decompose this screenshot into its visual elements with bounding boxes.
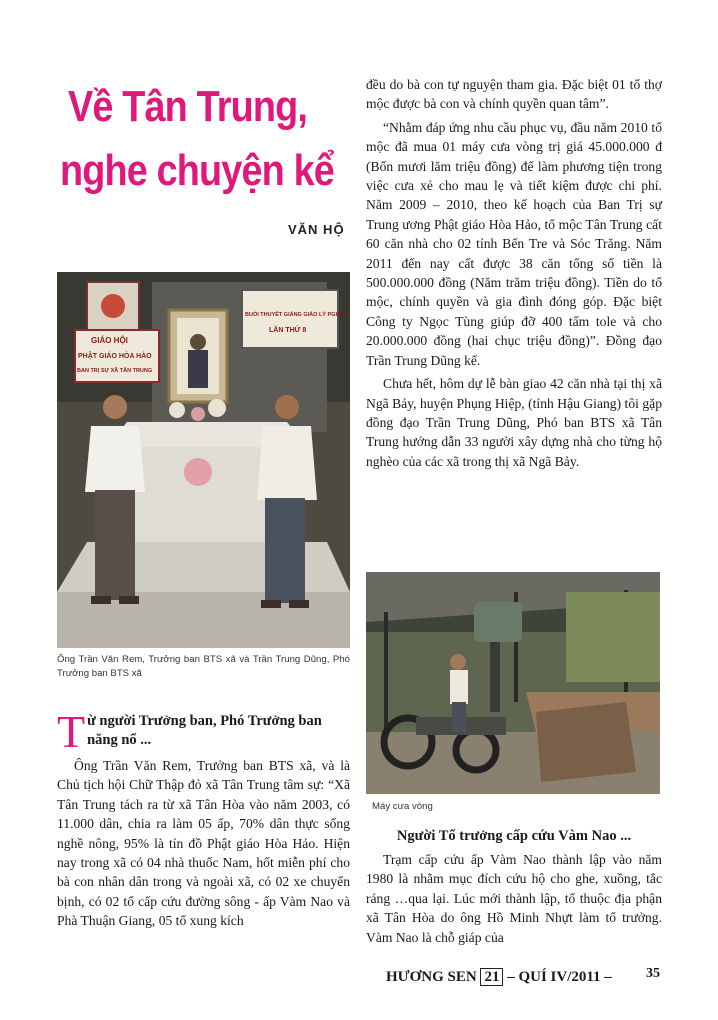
section1-paragraph: Ông Trần Văn Rem, Trưởng ban BTS xã, và là Chủ tịch hội Chữ Thập đỏ xã Tân Trung tâm sự: “Xã Tân Trung tách ra từ xã Tân Hòa vào năm 2003, có 11.000 dân, chia ra làm 05 ấp, 70% dân thực sống nghề nông, 95% là tín đồ Phật giáo Hòa Hảo. Hiện nay trong xã có 04 nhà thuốc Nam, hốt miễn phí cho bà con nhân dân trong và ngoài xã, có 02 xe chuyển bịnh, có 02 tổ cấp cứu đường sông - ấp Vàm Nao và Phà Thuận Giang, 05 tổ xung kích xyxy=(57,758,350,929)
page-number: 35 xyxy=(646,966,660,981)
sign-left-line3: BAN TRỊ SỰ XÃ TÂN TRUNG xyxy=(77,368,153,374)
sign-right-line2: LẦN THỨ 8 xyxy=(269,327,307,334)
right-paragraph-2: “Nhằm đáp ứng nhu cầu phục vụ, đầu năm 2010 tổ mộc đã mua 01 máy cưa vòng trị giá 45.000.000 đ (Bốn mươi lăm triệu đồng) để làm phương tiện trong việc cưa xẻ cho mau lẹ và tiết kiệm được chi phí. Năm 2009 – 2010, theo kế hoạch của Ban Trị sự Trung ương Phật giáo Hòa Hảo, tổ mộc Tân Trung cất 60 căn nhà cho 02 tỉnh Bến Tre và Sóc Trăng. Năm 2011 đến nay cất được 38 căn tổng số tiền là 500.000.000 đồng (Năm trăm triệu đồng). Tiền do tổ mộc, chính quyền và gia đình đóng góp. Đặc biệt Công ty Ngọc Tùng giúp đỡ 400 tấm tole và cho 20.000.000 đồng (hai chục triệu đồng)”. Đồng đạo Trần Trung Dũng kể. xyxy=(366,119,662,368)
section2-paragraph: Trạm cấp cứu ấp Vàm Nao thành lập vào năm 1980 là nhằm mục đích cứu hộ cho ghe, xuồng, tắc ráng …qua lại. Lúc mới thành lập, tổ thuộc địa phận xã Tân Hòa do ông Hồ Minh Nhựt làm tổ trưởng. Vàm Nao là chỗ giáp của xyxy=(366,852,662,945)
section2 xyxy=(366,827,662,947)
photo-band-saw xyxy=(366,572,660,794)
right-paragraph-1: đều do bà con tự nguyện tham gia. Đặc biệt 01 tổ thợ mộc được bà con và chính quyền quan tâm”. xyxy=(366,77,662,112)
footer-magazine xyxy=(386,969,612,986)
right-paragraph-3: Chưa hết, hôm dự lễ bàn giao 42 căn nhà tại thị xã Ngã Bảy, huyện Phụng Hiệp, (tỉnh Hậu Giang) tôi gặp đồng đạo Trần Trung Dũng, Phó ban BTS xã Tân Trung hướng dẫn 33 người xây dựng nhà cho từng hộ nghèo của các xã trong thị xã Ngã Bảy. xyxy=(366,376,662,469)
photo1-caption: Ông Trần Văn Rem, Trưởng ban BTS xã và Trần Trung Dũng, Phó Trưởng ban BTS xã xyxy=(57,654,350,679)
sign-left-line1: GIÁO HỘI xyxy=(91,336,128,345)
section1-dropcap: T xyxy=(57,706,86,757)
photo-illustration xyxy=(57,272,350,648)
article-title-line1: Về Tân Trung, xyxy=(68,82,308,131)
footer-issue: 21 xyxy=(480,968,503,986)
article-title-line2: nghe chuyện kể xyxy=(60,146,334,195)
sign-right-line1: BUỔI THUYẾT GIẢNG GIÁO LÝ PGHH xyxy=(245,312,344,318)
section2-heading: Người Tổ trưởng cấp cứu Vàm Nao ... xyxy=(396,828,632,844)
footer-magazine-name: HƯƠNG SEN xyxy=(386,969,477,985)
section1-heading-block xyxy=(57,706,350,757)
photo2-caption: Máy cưa vòng xyxy=(372,801,433,812)
photo-two-men-at-altar xyxy=(57,272,350,648)
footer-quarter: – QUÍ IV/2011 – xyxy=(507,969,612,985)
sign-left-line2: PHẬT GIÁO HÒA HẢO xyxy=(78,353,152,360)
article-author: VĂN HỘ xyxy=(288,222,345,237)
section1 xyxy=(57,706,350,931)
section1-heading: ừ người Trưởng ban, Phó Trưởng ban năng nổ ... xyxy=(87,713,322,748)
right-column xyxy=(366,75,662,471)
photo2-illustration xyxy=(366,572,660,794)
